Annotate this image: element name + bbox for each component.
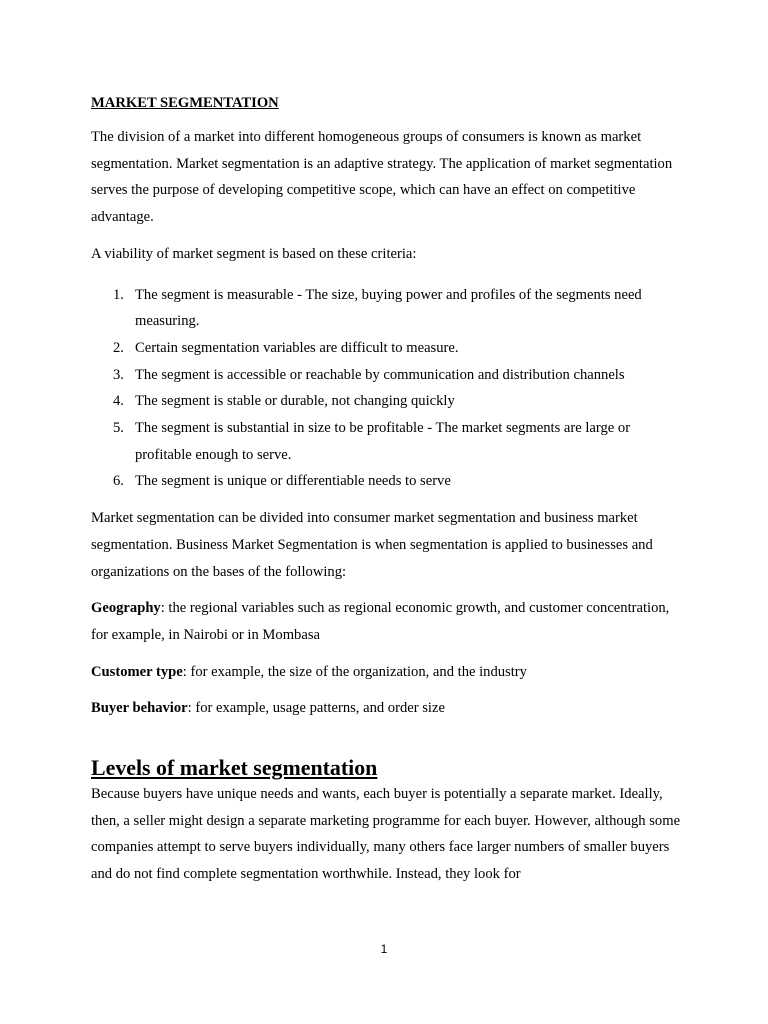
- page-number: 1: [380, 942, 388, 956]
- document-title: MARKET SEGMENTATION: [91, 95, 279, 111]
- list-item-number: 4.: [113, 393, 124, 410]
- list-item-text: The segment is substantial in size to be profitable - The market segments are large or profitable enough to serve.: [135, 420, 631, 463]
- list-item-number: 6.: [113, 473, 124, 490]
- levels-paragraph: Because buyers have unique needs and wants, each buyer is potentially a separate market. Ideally, then, a seller might design a separate marketing programme for each buyer. However, although some companies attempt to serve buyers individually, many others face larger numbers of smaller buyers and do not find complete segmentation worthwhile. Instead, they look for: [91, 786, 681, 883]
- basis-term: Customer type: [91, 663, 183, 680]
- list-item-text: Certain segmentation variables are difficult to measure.: [135, 339, 459, 356]
- list-item-text: The segment is accessible or reachable by communication and distribution channels: [135, 366, 625, 383]
- list-item-text: The segment is stable or durable, not changing quickly: [135, 393, 455, 410]
- section-heading: Levels of market segmentation: [91, 755, 378, 781]
- list-item-number: 3.: [113, 366, 124, 383]
- basis-term: Geography: [91, 600, 161, 617]
- list-item: [91, 468, 681, 495]
- basis-term: Buyer behavior: [91, 700, 188, 717]
- basis-description: : for example, the size of the organization, and the industry: [182, 663, 527, 680]
- list-item: [91, 362, 681, 389]
- list-item: [91, 388, 681, 415]
- basis-description: : for example, usage patterns, and order size: [187, 700, 445, 717]
- list-item-number: 1.: [113, 286, 124, 303]
- list-item-number: 5.: [113, 420, 124, 437]
- list-item: [91, 335, 681, 362]
- list-item: [91, 282, 681, 335]
- list-item-number: 2.: [113, 339, 124, 356]
- basis-buyer-behavior: [91, 695, 681, 722]
- list-item-text: The segment is measurable - The size, buying power and profiles of the segments need measuring.: [135, 286, 642, 330]
- basis-geography: [91, 595, 681, 648]
- intro-paragraph: The division of a market into different homogeneous groups of consumers is known as market segmentation. Market segmentation is an adaptive strategy. The application of market segmentation serves the purpose of developing competitive scope, which can have an effect on competitive advantage.: [91, 129, 673, 226]
- criteria-list: [91, 282, 681, 496]
- business-segmentation-paragraph: Market segmentation can be divided into consumer market segmentation and business market segmentation. Business Market Segmentation is when segmentation is applied to businesses and organizations on the bases of the following:: [91, 510, 653, 580]
- basis-customer-type: [91, 659, 681, 686]
- page-content: [91, 92, 681, 898]
- basis-description: : the regional variables such as regional economic growth, and customer concentration, for example, in Nairobi or in Mombasa: [91, 600, 670, 643]
- list-item: [91, 415, 681, 468]
- criteria-intro: A viability of market segment is based on these criteria:: [91, 245, 417, 262]
- list-item-text: The segment is unique or differentiable needs to serve: [135, 473, 451, 490]
